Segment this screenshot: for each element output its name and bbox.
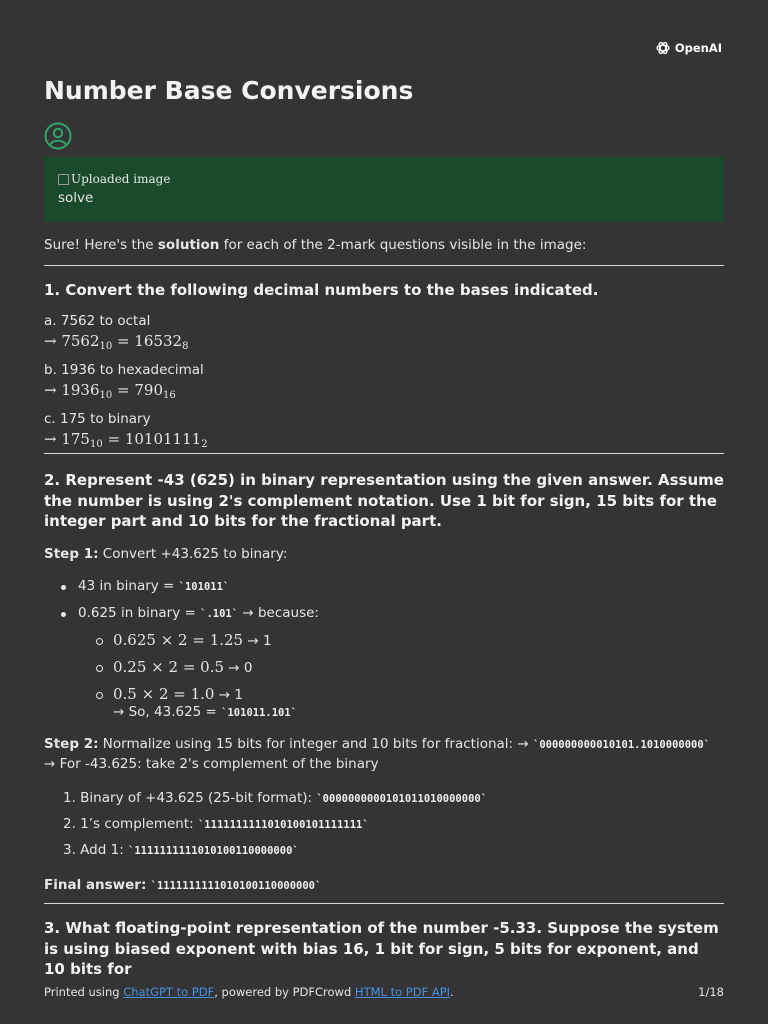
calc-math: 0.625 × 2 = 1.25 — [113, 630, 244, 649]
list-code: `1111111111010100110000000` — [128, 844, 299, 857]
q1-item-b — [44, 361, 724, 400]
answer-rhs: 16532 — [134, 331, 183, 350]
calc-result: 1 — [234, 686, 243, 703]
answer-lhs: 7562 — [61, 331, 100, 350]
uploaded-image — [58, 171, 710, 188]
bullet-code: `101011` — [178, 580, 230, 593]
document-content — [44, 76, 724, 979]
list-text: 1. Binary of +43.625 (25-bit format): — [63, 789, 317, 806]
list-code: `1111111111010100101111111` — [197, 818, 369, 831]
q1-item-label: c. 175 to binary — [44, 411, 151, 428]
list-item — [44, 604, 724, 631]
final-label: Final answer: — [44, 876, 147, 893]
intro-bold: solution — [157, 237, 220, 253]
answer-lhs-base: 10 — [99, 340, 113, 352]
page-footer — [44, 984, 724, 1001]
q2-heading: 2. Represent -43 (625) in binary representation using the given answer. Assume the number is using 2's complement notation. Use 1 bit for sign, 15 bits for the integer part and 10 bits for the fractional part. — [44, 471, 724, 530]
step2-paragraph — [44, 735, 724, 755]
footer-middle: , powered by PDFCrowd — [214, 985, 355, 999]
list-item — [44, 789, 724, 815]
step1-subbullets — [44, 631, 724, 712]
divider — [44, 265, 724, 266]
q1-item-answer: → $1936_{10} = 790_{16}$ — [44, 380, 176, 401]
q1-item-label: a. 7562 to octal — [44, 312, 151, 329]
answer-rhs-base: 2 — [201, 438, 208, 450]
user-message — [44, 157, 724, 222]
step2-label: Step 2: — [44, 736, 99, 753]
q3-heading: 3. What floating-point representation of the number -5.33. Suppose the system is using biased exponent with bias 16, 1 bit for sign, 5 bits for exponent, and 10 bits for — [44, 919, 719, 978]
bullet-text: 0.625 in binary = — [78, 604, 201, 621]
answer-rhs: 790 — [134, 380, 164, 399]
answer-lhs: 1936 — [61, 380, 100, 399]
intro-text-start: Sure! Here's the — [44, 237, 158, 253]
list-code: `0000000000101011010000000` — [316, 792, 488, 805]
list-text: 3. Add 1: — [63, 841, 129, 858]
list-item — [44, 577, 724, 604]
step1-paragraph — [44, 545, 724, 565]
step1-bullets — [44, 577, 724, 631]
step1-label: Step 1: — [44, 546, 99, 563]
uploaded-image-alt: Uploaded image — [71, 171, 171, 186]
brand-name: OpenAI — [674, 41, 722, 55]
summary-code: `101011.101` — [221, 706, 298, 719]
footer-credit — [44, 984, 454, 1001]
q1-item-c — [44, 410, 724, 449]
answer-lhs-base: 10 — [89, 438, 103, 450]
summary-text: → So, 43.625 = — [113, 703, 222, 720]
user-avatar-icon — [44, 122, 72, 150]
avatar — [44, 122, 72, 150]
openai-logo — [655, 40, 722, 57]
chatgpt-to-pdf-link[interactable]: ChatGPT to PDF — [123, 985, 215, 999]
answer-lhs: 175 — [61, 429, 90, 448]
q1-item-answer: → $175_{10} = 10101111_2$ — [44, 429, 208, 450]
divider — [44, 453, 724, 454]
q1-item-a — [44, 312, 724, 351]
user-message-text: solve — [58, 190, 94, 206]
intro-paragraph — [44, 236, 724, 256]
list-text: 2. 1’s complement: — [63, 815, 198, 832]
calc-math: 0.5 × 2 = 1.0 — [113, 684, 215, 703]
calc-math: 0.25 × 2 = 0.5 — [113, 657, 225, 676]
html-to-pdf-api-link[interactable]: HTML to PDF API — [354, 985, 451, 999]
answer-lhs-base: 10 — [99, 389, 113, 401]
q1-item-label: b. 1936 to hexadecimal — [44, 362, 204, 379]
list-item: 0.25 × 2 = 0.5 → 0 — [44, 658, 724, 685]
step2-code: `000000000010101.1010000000` — [533, 739, 711, 752]
answer-rhs-base: 16 — [163, 389, 176, 401]
list-item: 0.625 × 2 = 1.25 → 1 — [44, 631, 724, 658]
intro-text-end: for each of the 2-mark questions visible in the image: — [219, 237, 587, 253]
answer-rhs-base: 8 — [182, 340, 189, 352]
footer-prefix: Printed using — [44, 985, 124, 999]
calc-result: 1 — [263, 632, 272, 649]
q1-item-answer: → $7562_{10} = 16532_8$ — [44, 331, 189, 352]
final-code: `1111111111010100110000000` — [150, 879, 322, 892]
bullet-text: 43 in binary = — [78, 577, 179, 594]
q1-heading: 1. Convert the following decimal numbers to the bases indicated. — [44, 280, 599, 299]
step2-list — [44, 789, 724, 867]
bullet-after: → because: — [238, 604, 319, 621]
step2-line2: → For -43.625: take 2's complement of the binary — [44, 756, 379, 772]
page-title: Number Base Conversions — [44, 76, 414, 105]
bullet-code: `.101` — [200, 607, 239, 620]
calc-result: 0 — [243, 659, 253, 676]
list-item — [44, 815, 724, 841]
answer-rhs: 10101111 — [124, 429, 202, 448]
page-number: 1/18 — [698, 985, 724, 999]
list-item — [44, 841, 724, 867]
step1-text: Convert +43.625 to binary: — [98, 546, 288, 563]
footer-suffix: . — [450, 985, 454, 999]
divider — [44, 903, 724, 904]
final-answer — [44, 876, 724, 896]
openai-icon — [655, 40, 671, 56]
list-item: 0.5 × 2 = 1.0 → 1 — [44, 685, 724, 712]
step2-text: Normalize using 15 bits for integer and 10 bits for fractional: → — [98, 736, 533, 753]
broken-image-icon — [58, 174, 69, 185]
